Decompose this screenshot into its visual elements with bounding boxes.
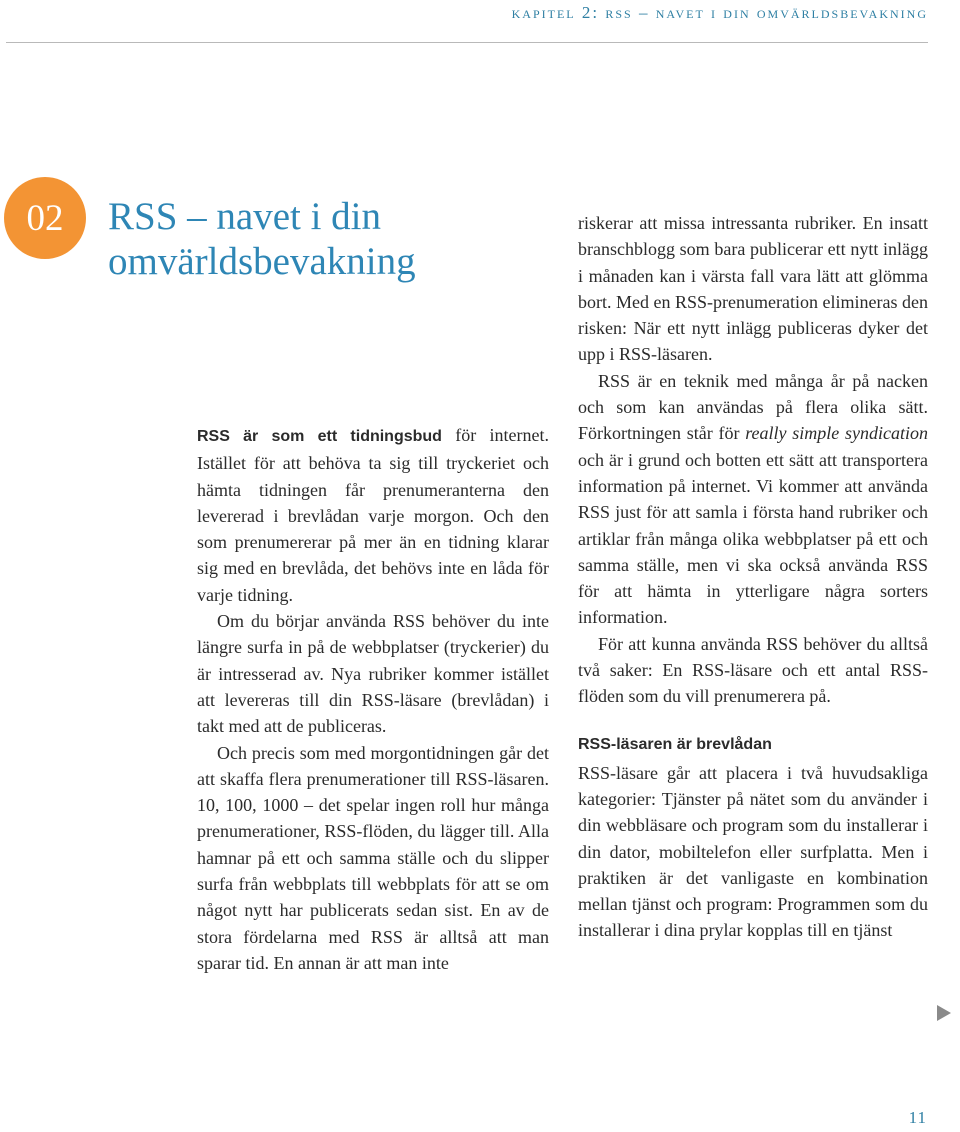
header-divider <box>6 42 928 43</box>
paragraph-text: och är i grund och botten ett sätt att transportera information på internet. Vi kommer att använda RSS just för att samla i första hand rubriker och artiklar från många olika webbplatser på ett och samma ställe, men vi ska också använda RSS för att hämta in ytterligare några sorters information. <box>578 449 928 628</box>
paragraph <box>578 368 928 631</box>
section-subheading: RSS-läsaren är brevlådan <box>578 735 772 753</box>
paragraph-text: RSS är en teknik med många år på nacken och som kan användas på flera olika sätt. Förkortningen står för <box>578 370 928 444</box>
chapter-number: 02 <box>26 197 64 239</box>
paragraph: Och precis som med morgontidningen går det att skaffa flera prenumerationer till RSS-läsaren. 10, 100, 1000 – det spelar ingen roll hur många prenumerationer, RSS-flöden, du lägger till. Alla hamnar på ett och samma ställe och du slipper surfa från webbplats till webbplats för att se om något nytt har publicerats sedan sist. En av de stora fördelarna med RSS är alltså att man sparar tid. En annan är att man inte <box>197 742 549 973</box>
lead-in: RSS är som ett tidningsbud <box>197 428 442 445</box>
chapter-number-badge <box>4 177 86 259</box>
running-head: kapitel 2: rss – navet i din omvärldsbevakning <box>511 3 928 22</box>
paragraph: riskerar att missa intressanta rubriker. En insatt branschblogg som bara publicerar ett nytt inlägg i månaden kan i värsta fall vara lätt att glömma bort. Med en RSS-prenumeration elimineras den risken: När ett nytt inlägg publiceras dyker det upp i RSS-läsaren. <box>578 213 928 365</box>
paragraph: För att kunna använda RSS behöver du alltså två saker: En RSS-läsare och ett antal RSS-flöden som du vill prenumerera på. <box>578 633 928 707</box>
chapter-title <box>108 194 548 284</box>
page-number: 11 <box>908 1108 927 1127</box>
chapter-title-line-2: omvärldsbevakning <box>108 240 416 283</box>
continue-arrow-icon <box>937 1005 951 1021</box>
paragraph: Om du börjar använda RSS behöver du inte längre surfa in på de webbplatser (tryckerier) du är intresserad av. Nya rubriker kommer istället att levereras till din RSS-läsare (brevlådan) i takt med att de publiceras. <box>197 611 549 737</box>
paragraph-text: för internet. Istället för att behöva ta sig till tryckeriet och hämta tidningen får prenumeranterna den levererad i brevlådan varje morgon. Och den som prenumererar på mer än en tidning klarar sig med en brevlåda, det behövs inte en låda för varje tidning. <box>197 425 549 605</box>
right-text-column <box>578 210 928 944</box>
left-text-column <box>197 422 549 976</box>
paragraph: RSS-läsare går att placera i två huvudsakliga kategorier: Tjänster på nätet som du använder i din webbläsare och program som du installerar i din dator, mobiltelefon eller surfplatta. Men i praktiken är det vanligaste en kombination mellan tjänst och program: Programmen som du installerar i dina prylar kopplas till en tjänst <box>578 762 928 941</box>
chapter-title-line-1: RSS – navet i din <box>108 195 382 238</box>
paragraph <box>197 422 549 608</box>
emphasis-text: really simple syndication <box>745 423 928 444</box>
